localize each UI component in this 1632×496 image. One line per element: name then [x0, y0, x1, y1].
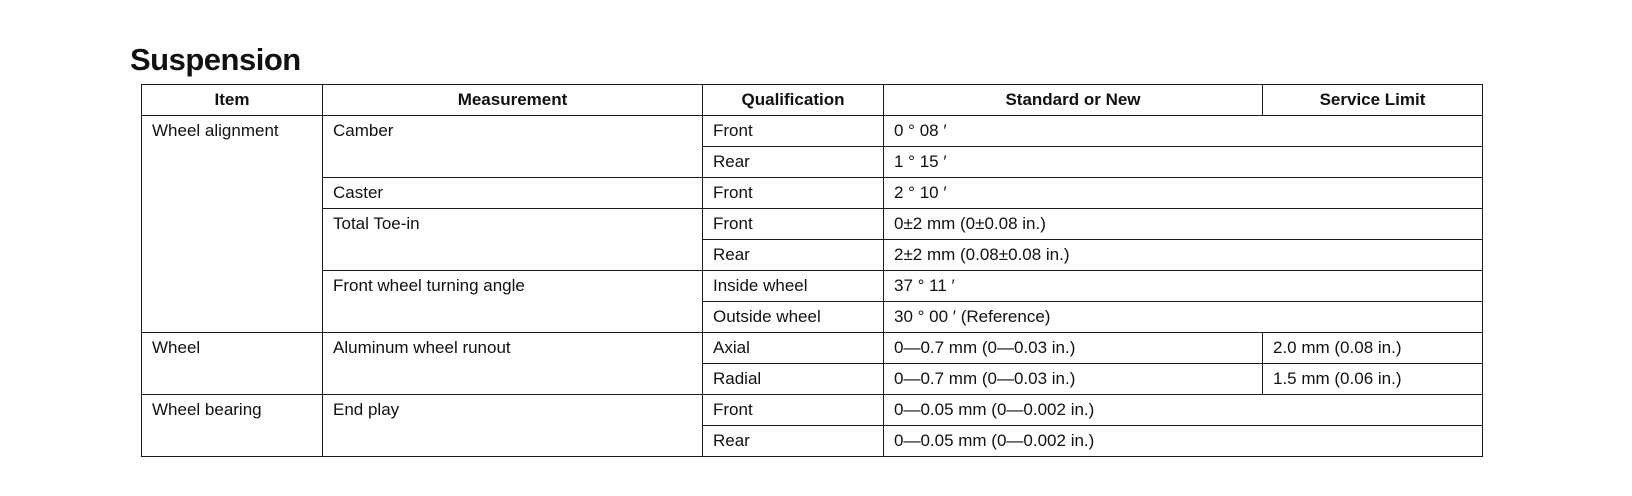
measurement-cell: End play: [323, 395, 703, 457]
measurement-cell: Caster: [323, 178, 703, 209]
standard-cell: 0—0.05 mm (0—0.002 in.): [884, 395, 1483, 426]
standard-cell: 2 ° 10 ′: [884, 178, 1483, 209]
qualification-cell: Rear: [703, 240, 884, 271]
table-row: [142, 271, 1483, 302]
qualification-cell: Front: [703, 178, 884, 209]
qualification-cell: Radial: [703, 364, 884, 395]
table-row: [142, 116, 1483, 147]
standard-cell: 0—0.05 mm (0—0.002 in.): [884, 426, 1483, 457]
qualification-cell: Outside wheel: [703, 302, 884, 333]
qualification-cell: Inside wheel: [703, 271, 884, 302]
qualification-cell: Rear: [703, 426, 884, 457]
table-row: [142, 209, 1483, 240]
service-limit-cell: 2.0 mm (0.08 in.): [1263, 333, 1483, 364]
service-limit-cell: 1.5 mm (0.06 in.): [1263, 364, 1483, 395]
item-cell: Wheel: [142, 333, 323, 395]
table-row: [142, 395, 1483, 426]
measurement-cell: Aluminum wheel runout: [323, 333, 703, 395]
standard-cell: 37 ° 11 ′: [884, 271, 1483, 302]
standard-cell: 2±2 mm (0.08±0.08 in.): [884, 240, 1483, 271]
measurement-cell: Total Toe-in: [323, 209, 703, 271]
table-row: [142, 333, 1483, 364]
qualification-cell: Front: [703, 209, 884, 240]
table-header-row: [142, 85, 1483, 116]
item-cell: Wheel alignment: [142, 116, 323, 333]
standard-cell: 0—0.7 mm (0—0.03 in.): [884, 333, 1263, 364]
page-title: Suspension: [130, 42, 301, 77]
measurement-cell: Camber: [323, 116, 703, 178]
item-cell: Wheel bearing: [142, 395, 323, 457]
standard-cell: 0±2 mm (0±0.08 in.): [884, 209, 1483, 240]
header-service-limit: Service Limit: [1263, 85, 1483, 116]
suspension-spec-table: [141, 84, 1483, 457]
qualification-cell: Rear: [703, 147, 884, 178]
qualification-cell: Front: [703, 116, 884, 147]
header-measurement: Measurement: [323, 85, 703, 116]
table-row: [142, 178, 1483, 209]
standard-cell: 1 ° 15 ′: [884, 147, 1483, 178]
standard-cell: 0—0.7 mm (0—0.03 in.): [884, 364, 1263, 395]
measurement-cell: Front wheel turning angle: [323, 271, 703, 333]
standard-cell: 30 ° 00 ′ (Reference): [884, 302, 1483, 333]
standard-cell: 0 ° 08 ′: [884, 116, 1483, 147]
qualification-cell: Axial: [703, 333, 884, 364]
header-qualification: Qualification: [703, 85, 884, 116]
qualification-cell: Front: [703, 395, 884, 426]
header-item: Item: [142, 85, 323, 116]
header-standard: Standard or New: [884, 85, 1263, 116]
